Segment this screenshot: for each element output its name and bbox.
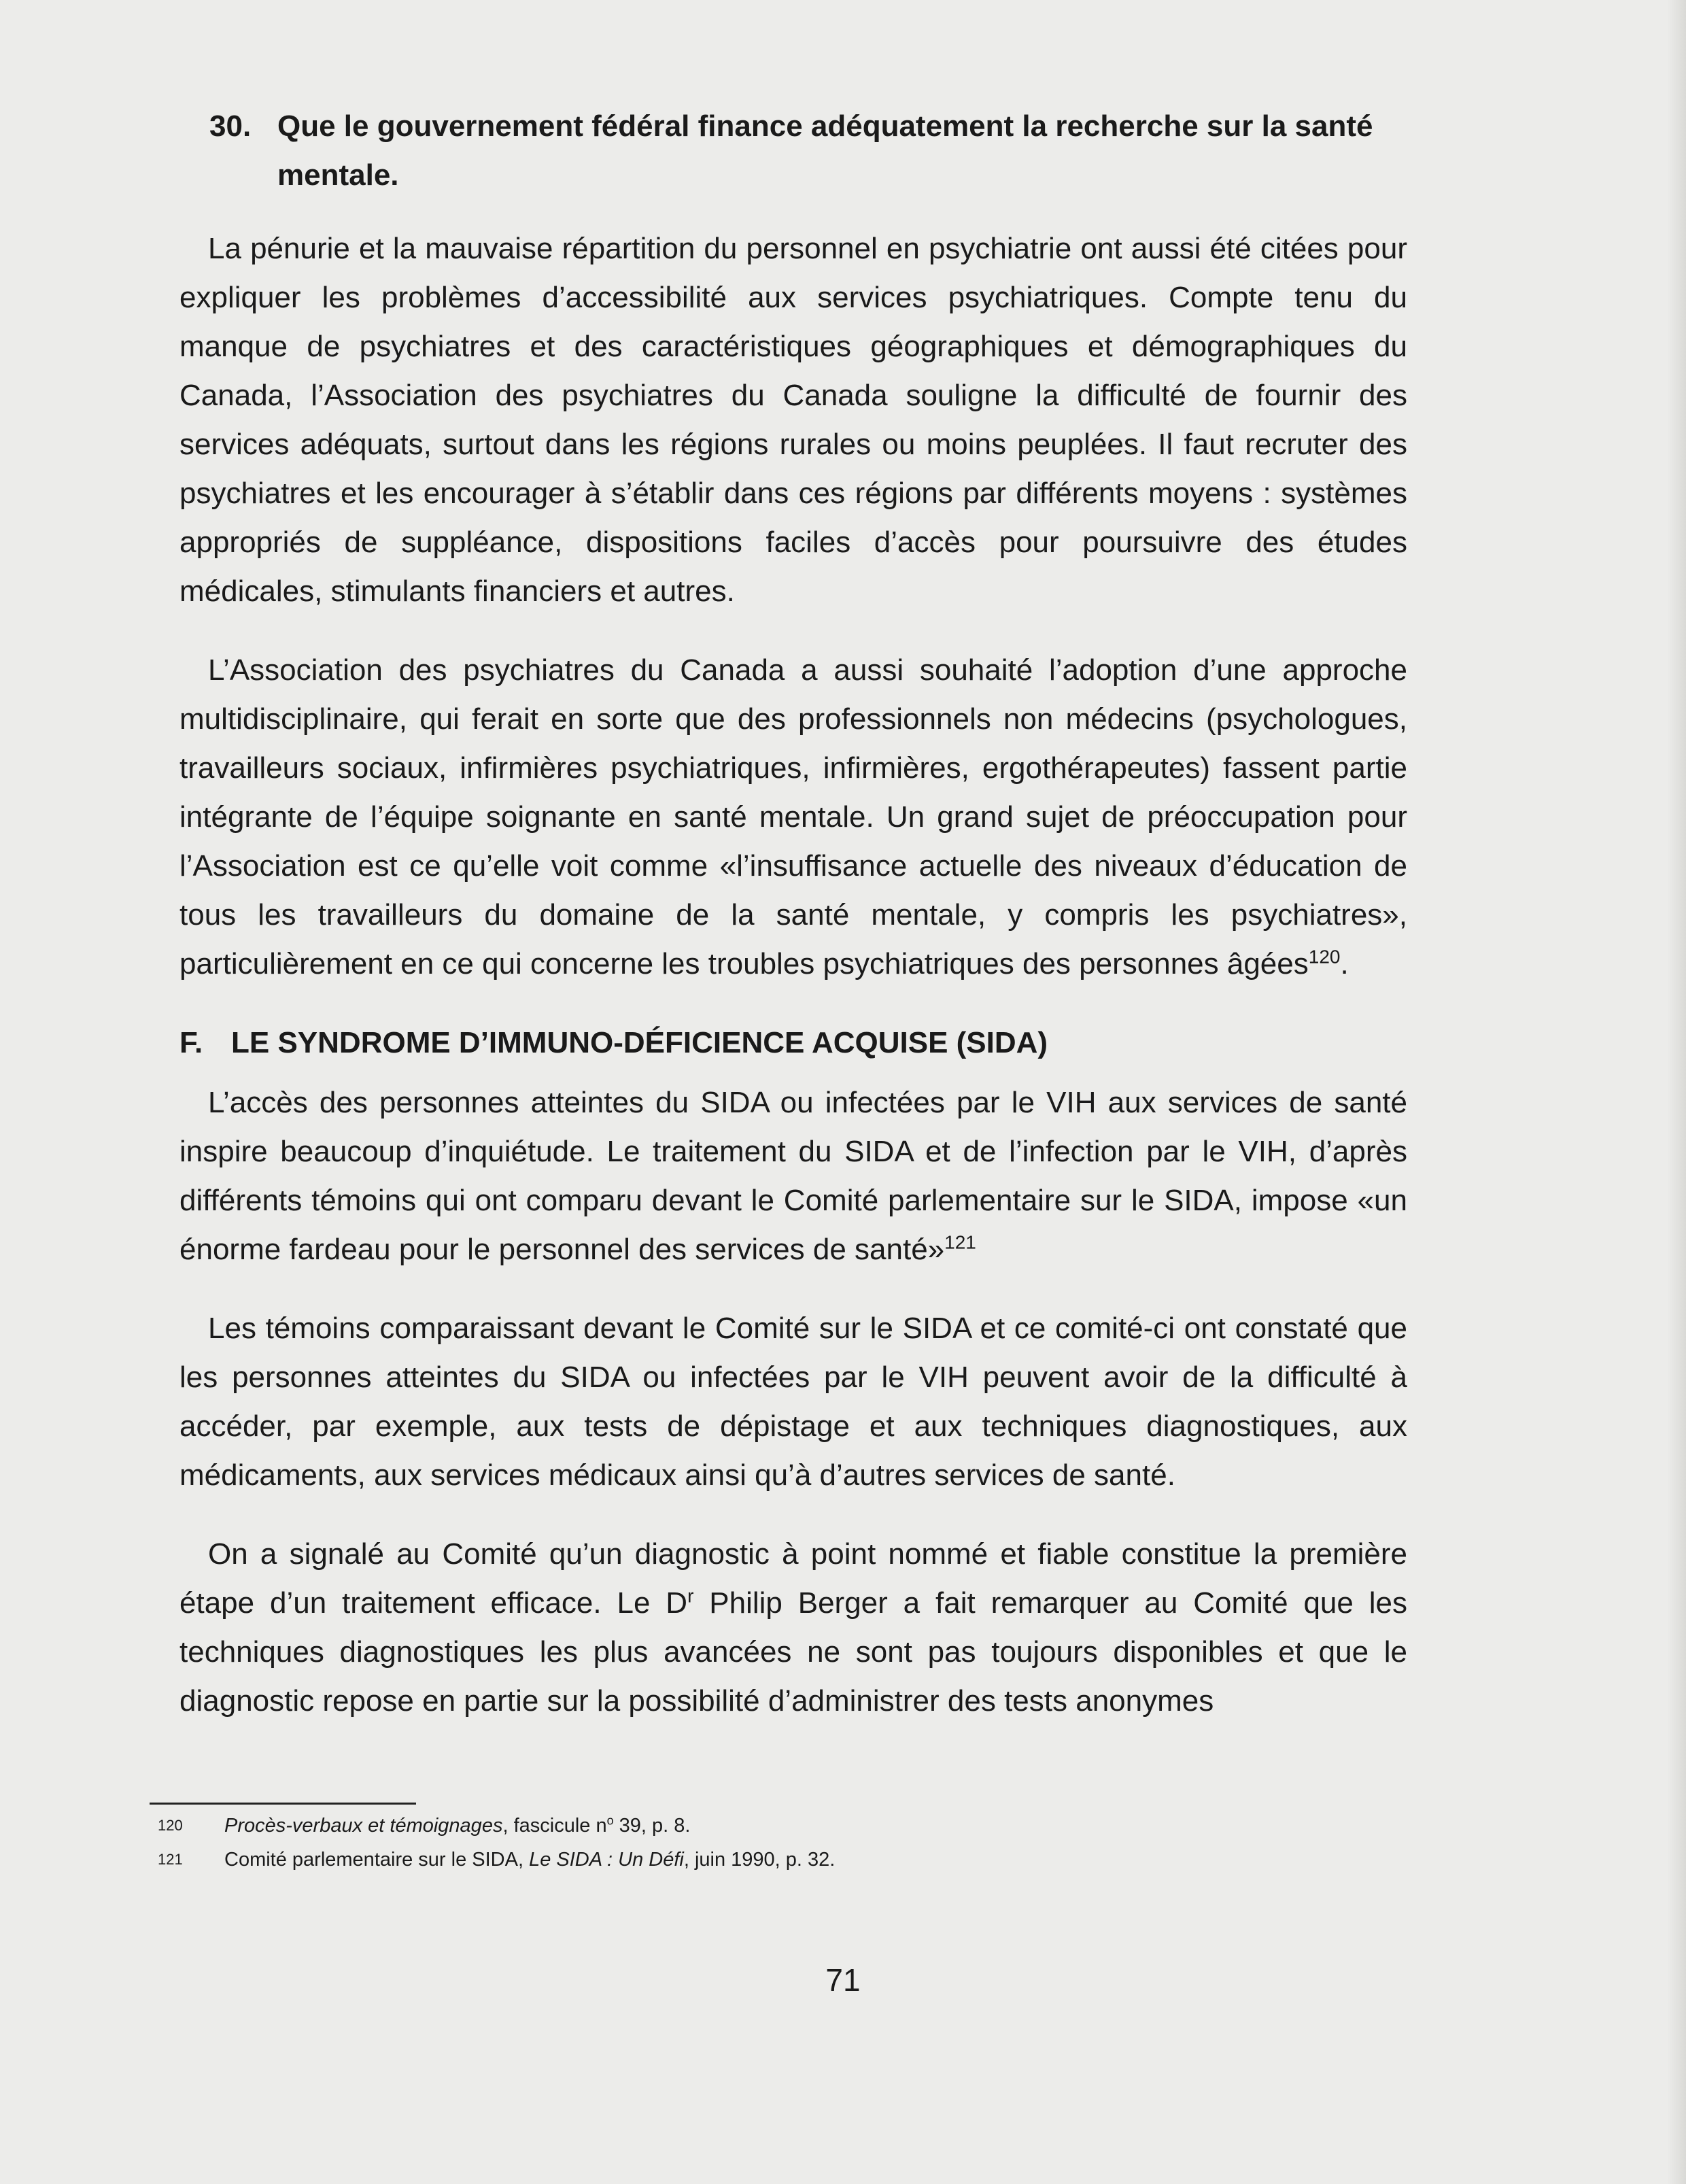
page-number: 71 <box>825 1962 861 1998</box>
footnote-number: 121 <box>158 1851 183 1868</box>
footnote-title: Procès-verbaux et témoignages <box>224 1815 503 1837</box>
footnote-text <box>224 1843 835 1877</box>
footnote-ref-120: 120 <box>1308 946 1341 968</box>
paragraph-multidisciplinary: L’Association des psychiatres du Canada a aussi souhaité l’adoption d’une approche multidisciplinaire, qui ferait en sorte que des professionnels non médecins (psychologues, travailleurs sociaux, infirmières psychiatriques, infirmières, ergothérapeutes) fassent partie intégrante de l’équipe soignante en santé mentale. Un grand sujet de préoccupation pour l’Association est ce qu’elle voit comme «l’insuffisance actuelle des niveaux d’éducation de tous les travailleurs du domaine de la santé mentale, y compris les psychiatres», particulièrement en ce qui concerne les troubles psychiatriques des personnes âgées$^{120}$. <box>179 653 1407 980</box>
page-edge-shadow <box>1667 0 1686 2184</box>
recommendation-text: Que le gouvernement fédéral finance adéquatement la recherche sur la santé mentale. <box>277 109 1373 192</box>
section-heading-f <box>179 1019 1407 1068</box>
footnote-121 <box>158 1843 1313 1877</box>
footnote-detail-end: 39, p. 8. <box>613 1815 691 1837</box>
paragraph-sida-diagnostic-after: Philip Berger a fait remarquer au Comité que les techniques diagnostiques les plus avancées ne sont pas toujours disponibles et que le diagnostic repose en partie sur la possibilité d’administrer des tests anonymes <box>179 1586 1407 1718</box>
footnotes <box>158 1809 1313 1877</box>
footnote-120 <box>158 1809 1313 1843</box>
footnote-ref-121: 121 <box>944 1231 976 1253</box>
paragraph-sida-diagnostic-before: On a signalé au Comité qu’un diagnostic à point nommé et fiable constitue la première étape d’un traitement efficace. Le D <box>179 1537 1407 1620</box>
footnote-sup: o <box>606 1813 614 1828</box>
doctor-abbrev-sup: r <box>687 1585 694 1607</box>
section-title: LE SYNDROME D’IMMUNO-DÉFICIENCE ACQUISE (SIDA) <box>231 1026 1048 1059</box>
footnote-text <box>224 1809 690 1843</box>
footnote-detail: , fascicule n <box>502 1815 607 1837</box>
footnote-detail-end: , juin 1990, p. 32. <box>683 1849 836 1871</box>
recommendation-number: 30. <box>209 109 252 143</box>
section-letter: F. <box>179 1026 203 1059</box>
footnote-separator <box>150 1803 416 1805</box>
footnote-number: 120 <box>158 1817 183 1834</box>
paragraph-sida-access-text: L’accès des personnes atteintes du SIDA ou infectées par le VIH aux services de santé inspire beaucoup d’inquiétude. Le traitement du SIDA et de l’infection par le VIH, d’après différents témoins qui ont comparu devant le Comité parlementaire sur le SIDA, impose «un énorme fardeau pour le personnel des services de santé» <box>179 1086 1407 1266</box>
footnote-title: Le SIDA : Un Défi <box>529 1849 684 1871</box>
paragraph-psychiatry-shortage: La pénurie et la mauvaise répartition du personnel en psychiatrie ont aussi été citées pour expliquer les problèmes d’accessibilité aux services psychiatriques. Compte tenu du manque de psychiatres et des caractéristiques géographiques et démographiques du Canada, l’Association des psychiatres du Canada souligne la difficulté de fournir des services adéquats, surtout dans les régions rurales ou moins peuplées. Il faut recruter des psychiatres et les encourager à s’établir dans ces régions par différents moyens : systèmes appropriés de suppléance, dispositions faciles d’accès pour poursuivre des études médicales, stimulants financiers et autres. <box>179 232 1407 608</box>
paragraph-sida-diagnostic <box>179 1530 1407 1726</box>
paragraph-sida-witnesses: Les témoins comparaissant devant le Comité sur le SIDA et ce comité-ci ont constaté que les personnes atteintes du SIDA ou infectées par le VIH peuvent avoir de la difficulté à accéder, par exemple, aux tests de dépistage et aux techniques diagnostiques, aux médicaments, aux services médicaux ainsi qu’à d’autres services de santé. <box>179 1312 1407 1492</box>
paragraph-multidisciplinary-text: L’Association des psychiatres du Canada a aussi souhaité l’adoption d’une approche multidisciplinaire, qui ferait en sorte que des professionnels non médecins (psychologues, travailleurs sociaux, infirmières psychiatriques, infirmières, ergothérapeutes) fassent partie intégrante de l’équipe soignante en santé mentale. Un grand sujet de préoccupation pour l’Association est ce qu’elle voit comme «l’insuffisance actuelle des niveaux d’éducation de tous les travailleurs du domaine de la santé mentale, y compris les psychiatres», particulièrement en ce qui concerne les troubles psychiatriques des personnes âgées <box>179 653 1407 980</box>
paragraph-sida-access <box>179 1078 1407 1274</box>
page-body <box>179 102 1407 1756</box>
footnote-detail: Comité parlementaire sur le SIDA, <box>224 1849 530 1871</box>
recommendation-30 <box>209 102 1407 200</box>
